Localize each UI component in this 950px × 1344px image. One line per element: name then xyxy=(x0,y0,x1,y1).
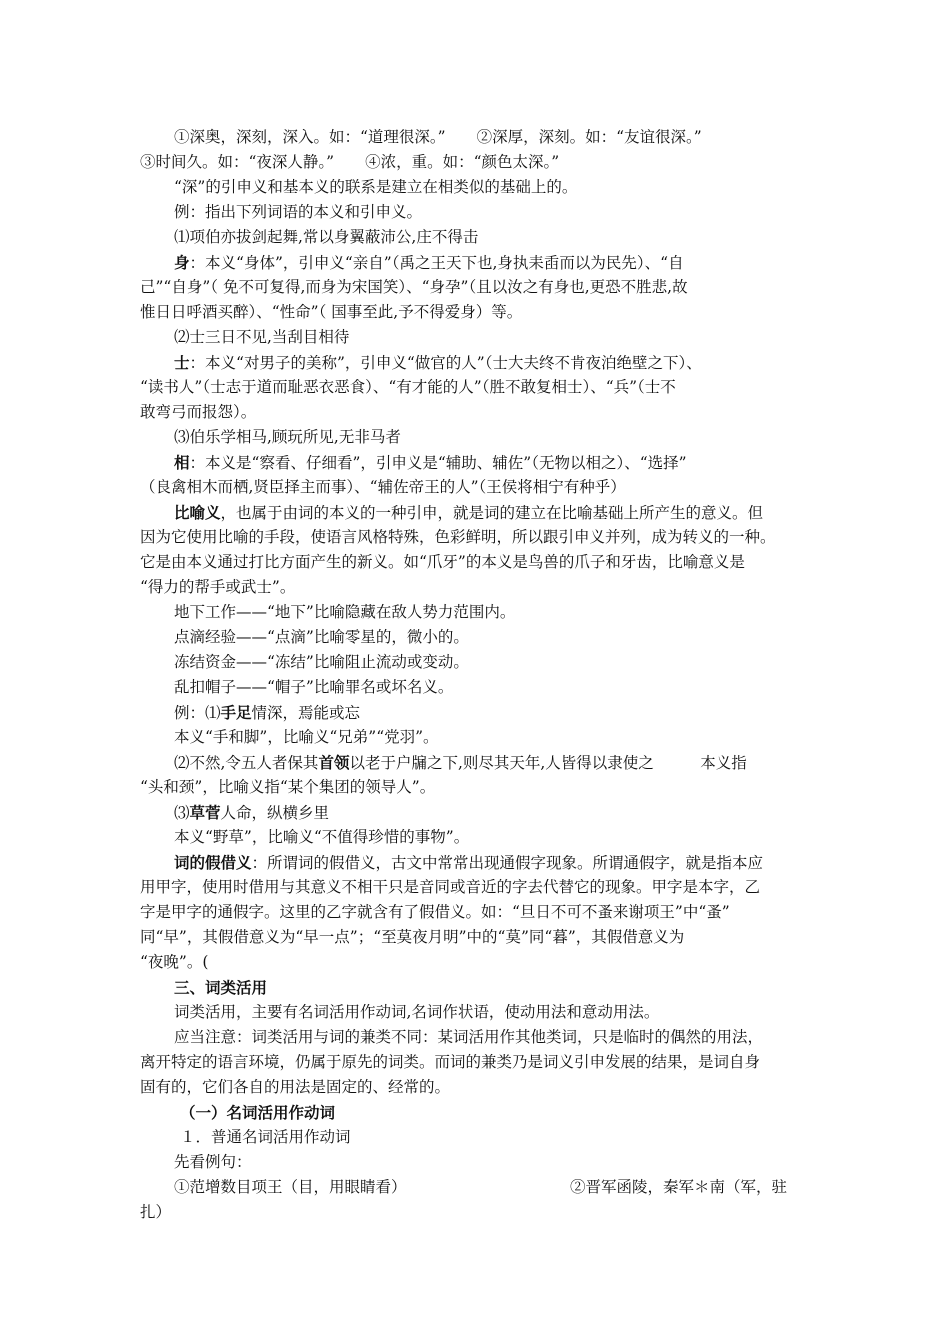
text-line: １．普通名词活用作动词 xyxy=(180,1128,351,1146)
text-line: 点滴经验——“点滴”比喻零星的，微小的。 xyxy=(174,628,469,646)
text-span: 情深，焉能或忘 xyxy=(251,704,361,722)
term-bold: 首领 xyxy=(318,753,350,772)
text-line: 因为它使用比喻的手段，使语言风格特殊，色彩鲜明，所以跟引申义并列，成为转义的一种。 xyxy=(140,528,776,546)
text-line: 冻结资金——“冻结”比喻阻止流动或变动。 xyxy=(174,653,469,671)
text-line: 离开特定的语言环境，仍属于原先的词类。而词的兼类乃是词义引申发展的结果，是词自身 xyxy=(140,1053,761,1071)
text-line: “得力的帮手或武士”。 xyxy=(140,578,296,596)
text-line: “读书人”（士志于道而耻恶衣恶食）、“有才能的人”（胜不敢复相士）、“兵”（士不 xyxy=(140,378,676,396)
heading-text: 三、词类活用 xyxy=(174,978,268,997)
text-line: 固有的，它们各自的用法是固定的、经常的。 xyxy=(140,1078,451,1096)
text-line: 它是由本义通过打比方面产生的新义。如“爪牙”的本义是鸟兽的爪子和牙齿，比喻意义是 xyxy=(140,553,745,571)
text-line: 先看例句： xyxy=(174,1153,252,1171)
text-line: ③时间久。如：“夜深人静。” ④浓，重。如：“颜色太深。” xyxy=(140,153,560,171)
text-line: 敢弯弓而报怨）。 xyxy=(140,403,257,421)
text-line: 本义“手和脚”，比喻义“兄弟”“党羽”。 xyxy=(174,728,439,746)
text-line: 应当注意：词类活用与词的兼类不同：某词活用作其他类词，只是临时的偶然的用法， xyxy=(174,1028,764,1046)
text-line xyxy=(174,850,763,876)
text-line: 同“早”，其假借意义为“早一点”；“至莫夜月明”中的“莫”同“暮”，其假借意义为 xyxy=(140,928,685,946)
section-heading xyxy=(174,975,267,1001)
text-line: 扎） xyxy=(140,1203,172,1221)
text-span: ⑶ xyxy=(174,804,190,822)
text-line: 己”“自身”（ 免不可复得,而身为宋国笑）、“身孕”（且以汝之有身也,更恐不胜悲,故 xyxy=(140,278,688,296)
subsection-heading xyxy=(180,1100,335,1126)
text-line: 词类活用，主要有名词活用作动词,名词作状语，使动用法和意动用法。 xyxy=(174,1003,660,1021)
term-bold: 草菅 xyxy=(189,803,221,822)
text-line: ⑶伯乐学相马,顾玩所见,无非马者 xyxy=(174,428,401,446)
text-line: 地下工作——“地下”比喻隐藏在敌人势力范围内。 xyxy=(174,603,516,621)
text-line: 乱扣帽子——“帽子”比喻罪名或坏名义。 xyxy=(174,678,454,696)
text-line: ⑵士三日不见,当刮目相待 xyxy=(174,328,350,346)
text-line: ②晋军函陵，秦军＊南（军，驻 xyxy=(570,1178,788,1196)
text-line: ①深奥，深刻，深入。如：“道理很深。” ②深厚，深刻。如：“友谊很深。” xyxy=(174,128,702,146)
text-span: ：本义是“察看、仔细看”，引申义是“辅助、辅佐”（无物以相之）、“选择” xyxy=(189,454,687,472)
term-bold: 身 xyxy=(174,253,190,272)
text-line: ⑴项伯亦拔剑起舞,常以身翼蔽沛公,庄不得击 xyxy=(174,228,479,246)
text-line: 惟日日呼酒买醉）、“性命”（ 国事至此,予不得爱身）等。 xyxy=(140,303,523,321)
text-span: ：本义“对男子的美称”，引申义“做官的人”（士大夫终不肯夜泊绝壁之下）、 xyxy=(189,354,702,372)
heading-text: （一）名词活用作动词 xyxy=(180,1103,336,1122)
term-bold: 比喻义 xyxy=(174,503,221,522)
term-bold: 士 xyxy=(174,353,190,372)
text-span: 以老于户牖之下,则尽其天年,人皆得以隶使之 本义指 xyxy=(349,754,747,772)
text-line xyxy=(174,500,763,526)
text-line xyxy=(174,250,684,276)
term-bold: 词的假借义 xyxy=(174,853,252,872)
text-line: “夜晚”。( xyxy=(140,953,209,971)
text-span: ，也属于由词的本义的一种引申，就是词的建立在比喻基础上所产生的意义。但 xyxy=(220,504,764,522)
text-line: ①范增数目项王（目，用眼睛看） xyxy=(174,1178,407,1196)
text-line: 本义“野草”，比喻义“不值得珍惜的事物”。 xyxy=(174,828,470,846)
text-line xyxy=(174,350,702,376)
text-line xyxy=(174,800,329,826)
text-span: ：本义“身体”，引申义“亲自”（禹之王天下也,身执耒臿而以为民先）、“自 xyxy=(189,254,684,272)
text-span: ⑵不然,令五人者保其 xyxy=(174,754,319,772)
term-bold: 相 xyxy=(174,453,190,472)
text-line xyxy=(174,700,360,726)
text-line: “深”的引申义和基本义的联系是建立在相类似的基础上的。 xyxy=(174,178,578,196)
text-line xyxy=(174,450,687,476)
text-span: 例：⑴ xyxy=(174,704,221,722)
text-span: 人命，纵横乡里 xyxy=(220,804,330,822)
text-line: （良禽相木而栖,贤臣择主而事）、“辅佐帝王的人”（王侯将相宁有种乎） xyxy=(140,478,626,496)
text-line: 例：指出下列词语的本义和引申义。 xyxy=(174,203,423,221)
text-line xyxy=(174,750,747,776)
text-line: 字是甲字的通假字。这里的乙字就含有了假借义。如：“旦日不可不蚤来谢项王”中“蚤” xyxy=(140,903,730,921)
text-line: 用甲字，使用时借用与其意义不相干只是音同或音近的字去代替它的现象。甲字是本字，乙 xyxy=(140,878,761,896)
text-span: ：所谓词的假借义，古文中常常出现通假字现象。所谓通假字，就是指本应 xyxy=(251,854,764,872)
term-bold: 手足 xyxy=(220,703,252,722)
text-line: “头和颈”，比喻义指“某个集团的领导人”。 xyxy=(140,778,436,796)
